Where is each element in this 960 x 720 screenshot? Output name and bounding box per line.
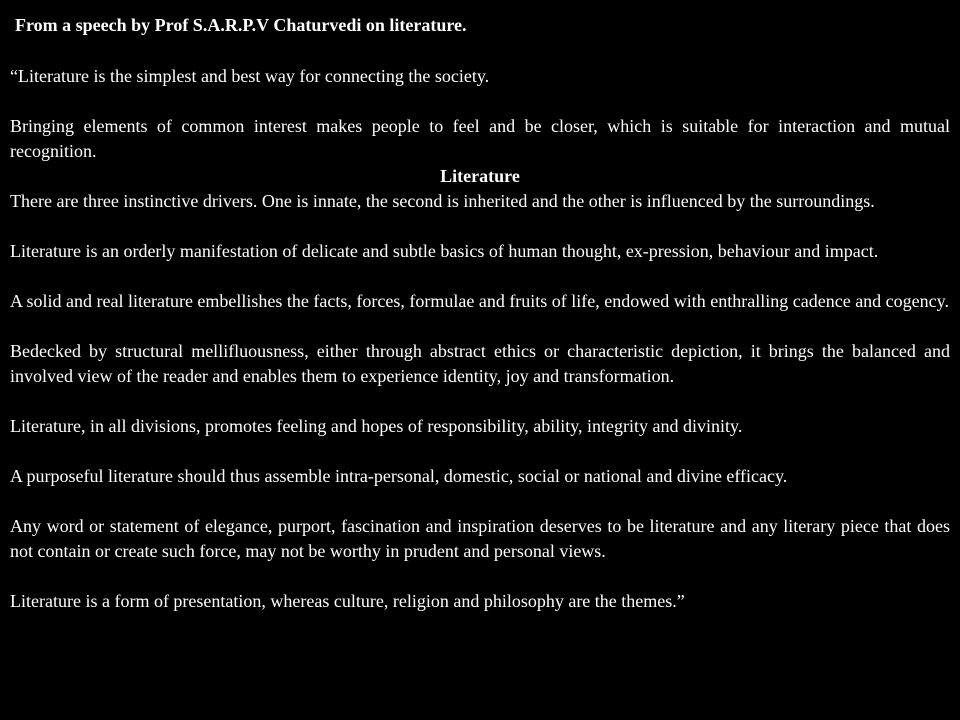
paragraph-orderly-manifestation: Literature is an orderly manifestation of delicate and subtle basics of human thought, ex-pression, behaviour and impact. — [10, 241, 879, 261]
document-page — [10, 14, 950, 614]
paragraph-instinctive-drivers: There are three instinctive drivers. One is innate, the second is inherited and the other is influenced by the surroundings. — [10, 191, 875, 211]
paragraph-elegance: Any word or statement of elegance, purport, fascination and inspiration deserves to be literature and any literary piece that does not contain or create such force, may not be worthy in prudent and personal views. — [10, 516, 950, 561]
paragraph-opening-quote: “Literature is the simplest and best way for connecting the society. — [10, 66, 490, 86]
paragraph-solid-literature: A solid and real literature embellishes the facts, forces, formulae and fruits of life, endowed with enthralling cadence and cogency. — [10, 291, 949, 311]
section-heading-literature: Literature — [440, 166, 520, 186]
document-title: From a speech by Prof S.A.R.P.V Chaturvedi on literature. — [15, 15, 467, 35]
paragraph-closing-quote: Literature is a form of presentation, whereas culture, religion and philosophy are the themes.” — [10, 591, 685, 611]
paragraph-common-interest: Bringing elements of common interest makes people to feel and be closer, which is suitable for interaction and mutual recognition. — [10, 116, 950, 161]
paragraph-purposeful-literature: A purposeful literature should thus assemble intra-personal, domestic, social or national and divine efficacy. — [10, 466, 788, 486]
paragraph-mellifluousness: Bedecked by structural mellifluousness, either through abstract ethics or characteristic depiction, it brings the balanced and involved view of the reader and enables them to experience identity, joy and transformation. — [10, 341, 950, 386]
paragraph-divisions: Literature, in all divisions, promotes feeling and hopes of responsibility, ability, integrity and divinity. — [10, 416, 743, 436]
